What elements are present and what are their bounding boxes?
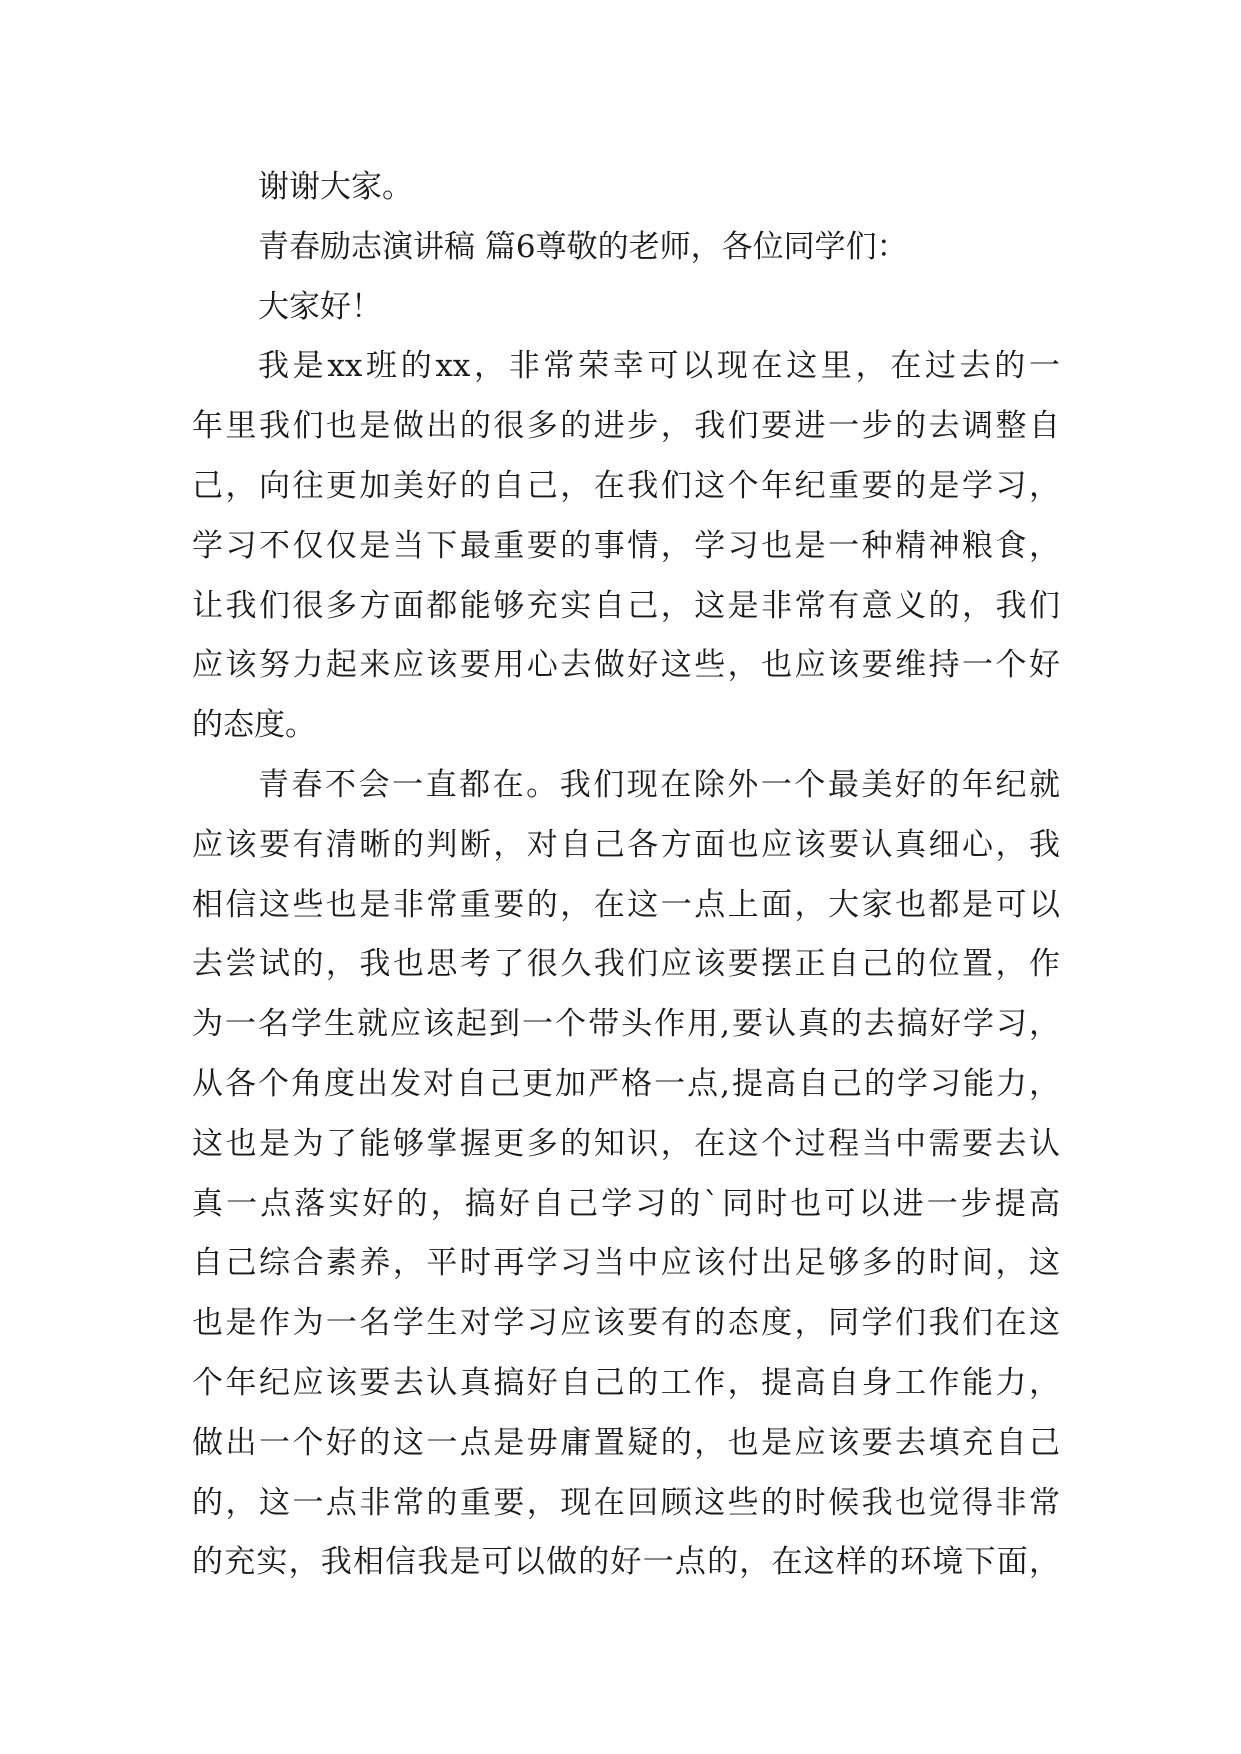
paragraph-1-line-1: 我是xx班的xx，非常荣幸可以现在这里，在过去的一 [258, 348, 1060, 385]
closing-line: 谢谢大家。 [258, 169, 413, 205]
paragraph-2-line-4: 去尝试的，我也思考了很久我们应该要摆正自己的位置，作 [192, 946, 1060, 983]
paragraph-2-line-10: 也是作为一名学生对学习应该要有的态度，同学们我们在这 [192, 1305, 1060, 1342]
speech-heading: 青春励志演讲稿 篇6尊敬的老师，各位同学们： [258, 228, 908, 265]
paragraph-2-line-11: 个年纪应该要去认真搞好自己的工作，提高自身工作能力， [192, 1364, 1060, 1401]
paragraph-2-line-7: 这也是为了能够掌握更多的知识，在这个过程当中需要去认 [192, 1125, 1060, 1162]
document-body [192, 158, 1060, 1593]
paragraph-1-line-6: 应该努力起来应该要用心去做好这些，也应该要维持一个好 [192, 647, 1060, 684]
paragraph-2-line-14: 的充实，我相信我是可以做的好一点的，在这样的环境下面， [192, 1544, 1060, 1581]
paragraph-2-line-8: 真一点落实好的，搞好自己学习的`同时也可以进一步提高 [192, 1185, 1060, 1222]
paragraph-1-line-2: 年里我们也是做出的很多的进步，我们要进一步的去调整自 [192, 408, 1060, 445]
paragraph-2-line-6: 从各个角度出发对自己更加严格一点,提高自己的学习能力， [192, 1065, 1060, 1102]
paragraph-2-line-2: 应该要有清晰的判断，对自己各方面也应该要认真细心，我 [192, 826, 1060, 863]
paragraph-2-line-1: 青春不会一直都在。我们现在除外一个最美好的年纪就 [258, 766, 1060, 803]
paragraph-1-line-4: 学习不仅仅是当下最重要的事情，学习也是一种精神粮食， [192, 527, 1060, 564]
paragraph-2-line-13: 的，这一点非常的重要，现在回顾这些的时候我也觉得非常 [192, 1484, 1060, 1521]
paragraph-1-line-7: 的态度。 [192, 707, 316, 744]
greeting-line: 大家好！ [258, 288, 382, 325]
paragraph-1-line-5: 让我们很多方面都能够充实自己，这是非常有意义的，我们 [192, 587, 1060, 624]
paragraph-2-line-9: 自己综合素养，平时再学习当中应该付出足够多的时间，这 [192, 1245, 1060, 1282]
paragraph-2-line-12: 做出一个好的这一点是毋庸置疑的，也是应该要去填充自己 [192, 1424, 1060, 1461]
paragraph-1-line-3: 己，向往更加美好的自己，在我们这个年纪重要的是学习， [192, 467, 1060, 504]
paragraph-2-line-5: 为一名学生就应该起到一个带头作用,要认真的去搞好学习， [192, 1006, 1060, 1043]
paragraph-2-line-3: 相信这些也是非常重要的，在这一点上面，大家也都是可以 [192, 886, 1060, 923]
